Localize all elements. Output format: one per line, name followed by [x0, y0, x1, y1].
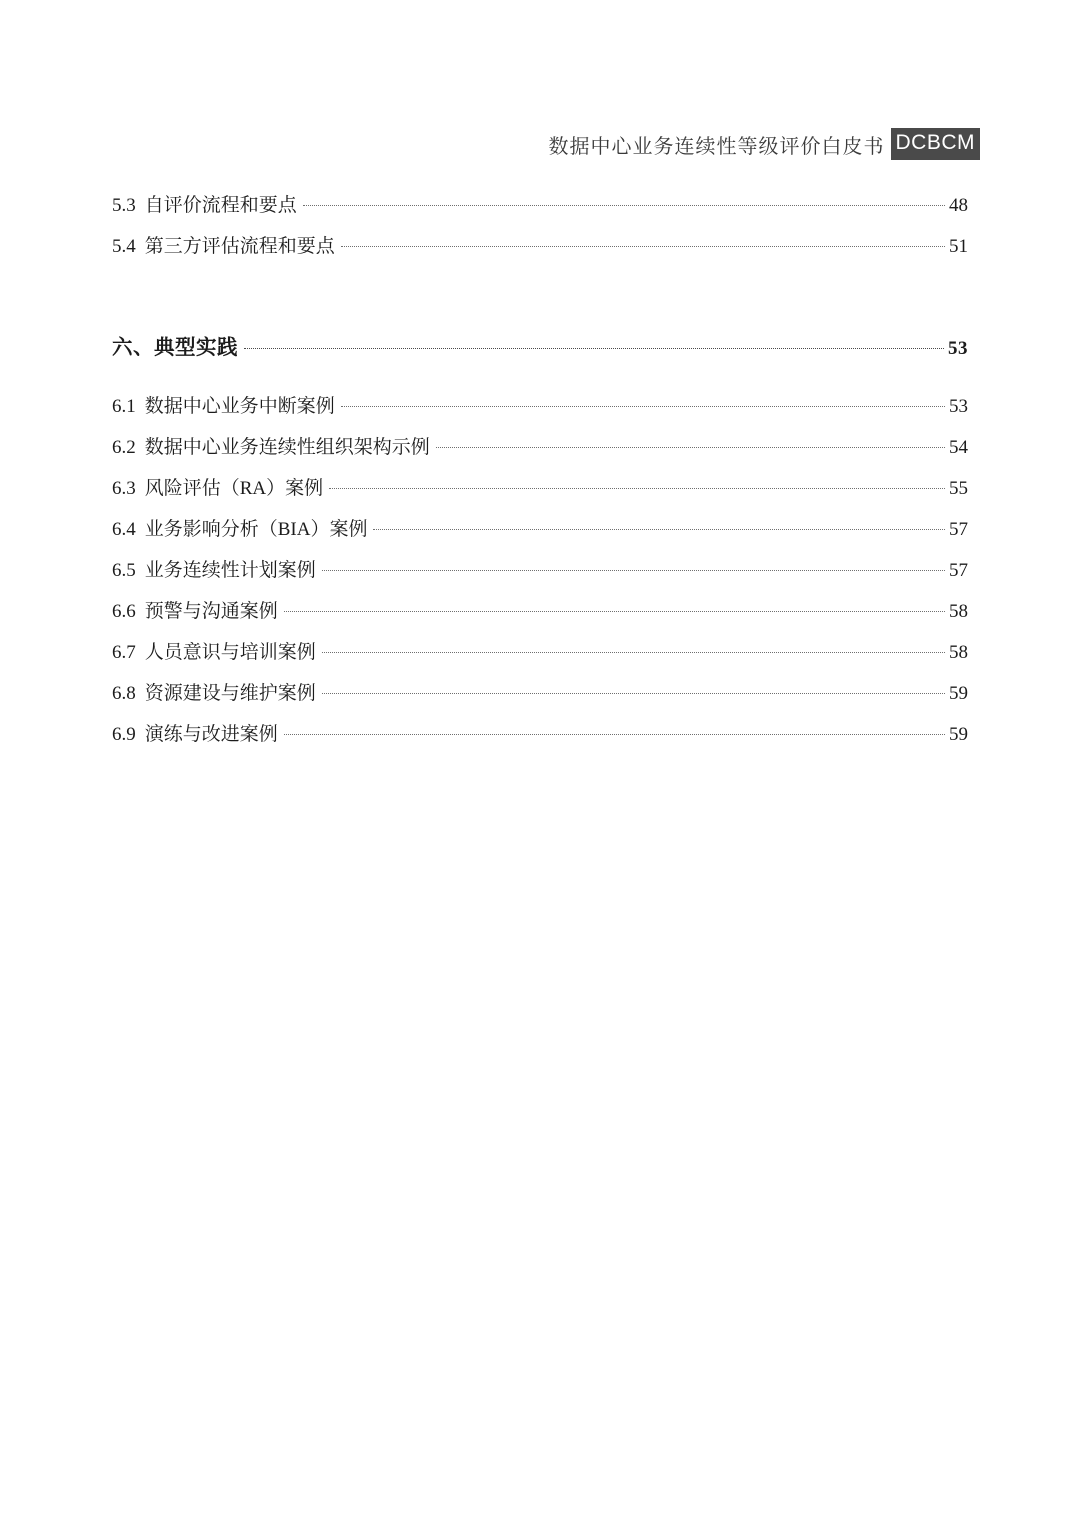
toc-entry-page: 48: [949, 195, 968, 216]
toc-entry-number: 5.4: [112, 236, 136, 257]
toc-entry-label: 数据中心业务中断案例: [144, 396, 335, 417]
toc-entry-page: 55: [949, 478, 968, 499]
toc-entry-page: 53: [949, 396, 968, 417]
toc-entry-number: 5.3: [112, 195, 136, 216]
toc-entry-number: 6.1: [112, 396, 136, 417]
toc-entry[interactable]: [112, 432, 968, 473]
toc-entry[interactable]: [112, 473, 968, 514]
page-header: [0, 128, 1080, 160]
toc-entry-label: 业务影响分析（BIA）案例: [144, 519, 368, 540]
toc-entry-number: 6.8: [112, 683, 136, 704]
toc-entry-page: 59: [949, 683, 968, 704]
toc-entry-page: 51: [949, 236, 968, 257]
toc-entry[interactable]: [112, 637, 968, 678]
toc-section-number: 六、典型实践: [112, 337, 238, 359]
toc-section-spacer: [112, 272, 968, 330]
toc-entry-number: 6.7: [112, 642, 136, 663]
toc-entry-label: 风险评估（RA）案例: [144, 478, 324, 499]
toc-entry[interactable]: [112, 719, 968, 760]
header-title: 数据中心业务连续性等级评价白皮书: [548, 135, 885, 158]
toc-entry-number: 6.6: [112, 601, 136, 622]
toc-heading-spacer: [112, 382, 968, 391]
toc-entry-label: 数据中心业务连续性组织架构示例: [144, 437, 430, 458]
toc-entry-number: 6.2: [112, 437, 136, 458]
toc-leader-dots: [284, 734, 945, 735]
toc-entry[interactable]: [112, 555, 968, 596]
toc-entry-page: 58: [949, 642, 968, 663]
toc-group-six: [112, 391, 968, 760]
toc-leader-dots: [436, 447, 945, 448]
toc-entry[interactable]: [112, 596, 968, 637]
toc-leader-dots: [322, 570, 945, 571]
toc-entry-number: 6.4: [112, 519, 136, 540]
toc-entry[interactable]: [112, 231, 968, 272]
toc-section-heading[interactable]: [112, 330, 968, 382]
toc-entry-number: 6.9: [112, 724, 136, 745]
toc-group-five: [112, 190, 968, 272]
toc-section-page: 53: [948, 338, 968, 359]
toc-entry-page: 57: [949, 560, 968, 581]
toc-leader-dots: [244, 348, 944, 349]
toc-entry-page: 54: [949, 437, 968, 458]
toc-entry-label: 预警与沟通案例: [144, 601, 278, 622]
toc-entry-page: 58: [949, 601, 968, 622]
toc-entry[interactable]: [112, 391, 968, 432]
toc-leader-dots: [303, 205, 945, 206]
toc-leader-dots: [329, 488, 945, 489]
toc-entry-label: 人员意识与培训案例: [144, 642, 316, 663]
toc-leader-dots: [341, 246, 945, 247]
header-badge: DCBCM: [891, 128, 981, 160]
toc-entry-number: 6.3: [112, 478, 136, 499]
toc-leader-dots: [373, 529, 945, 530]
table-of-contents: [112, 190, 968, 760]
toc-entry-label: 演练与改进案例: [144, 724, 278, 745]
toc-entry-label: 自评价流程和要点: [144, 195, 297, 216]
toc-entry-page: 57: [949, 519, 968, 540]
toc-entry-page: 59: [949, 724, 968, 745]
toc-entry-label: 业务连续性计划案例: [144, 560, 316, 581]
toc-leader-dots: [341, 406, 945, 407]
toc-entry[interactable]: [112, 190, 968, 231]
toc-entry-label: 资源建设与维护案例: [144, 683, 316, 704]
toc-entry[interactable]: [112, 514, 968, 555]
toc-entry-number: 6.5: [112, 560, 136, 581]
toc-leader-dots: [322, 693, 945, 694]
toc-leader-dots: [284, 611, 945, 612]
toc-leader-dots: [322, 652, 945, 653]
toc-entry[interactable]: [112, 678, 968, 719]
toc-entry-label: 第三方评估流程和要点: [144, 236, 335, 257]
